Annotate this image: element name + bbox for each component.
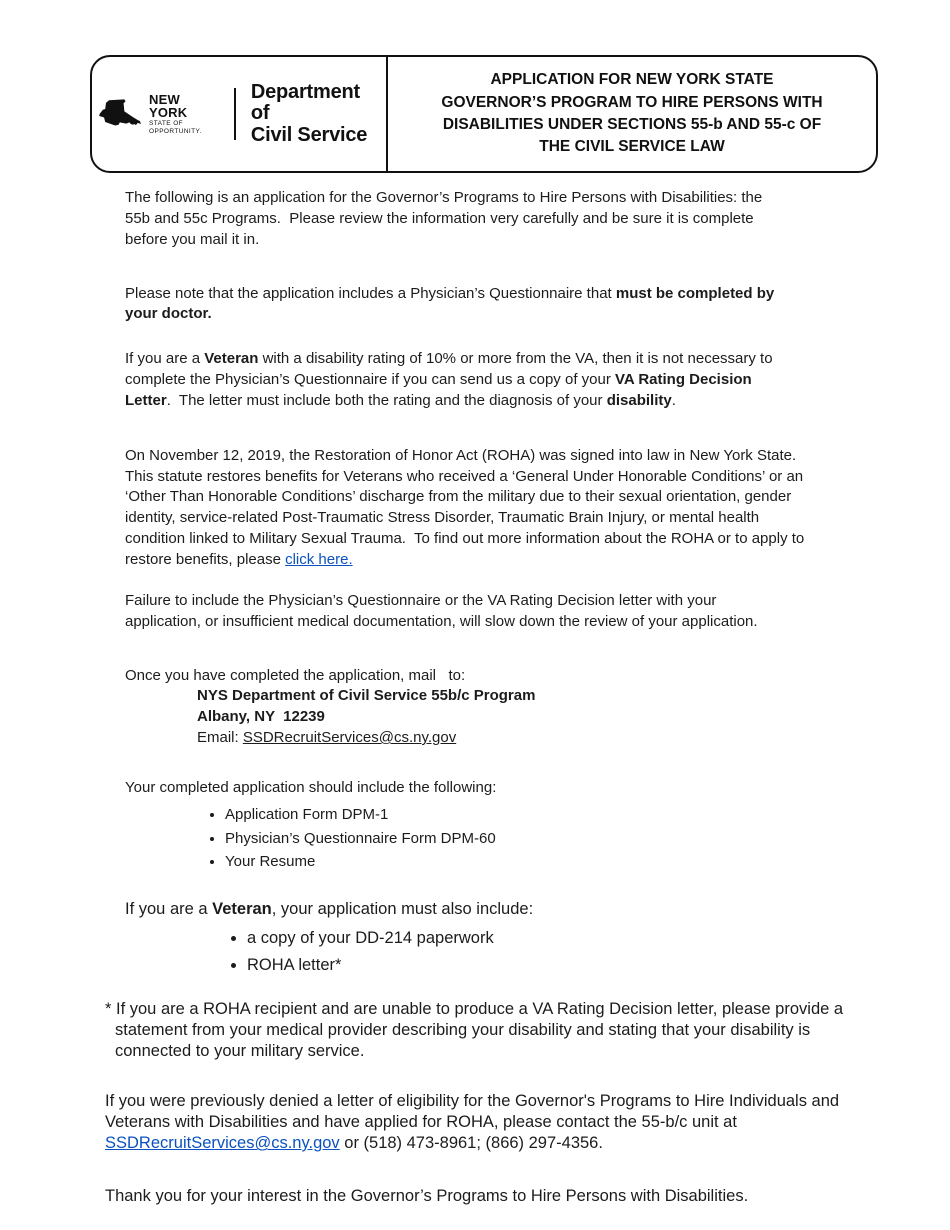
logo-divider xyxy=(234,88,236,140)
text-segment: If you were previously denied a letter of eligibility for the Governor's Programs to Hire Individuals and Veterans with Disabilities and have applied for ROHA, please contact the 55-b/c unit at xyxy=(105,1091,844,1131)
bold-segment: Albany, NY 12239 xyxy=(197,708,325,726)
logo-wordmark xyxy=(149,93,221,136)
veteran-checklist xyxy=(125,928,787,977)
bold-segment: must be completed by your doctor. xyxy=(125,284,779,323)
bold-segment: disability xyxy=(606,391,672,409)
bold-segment: Veteran xyxy=(212,900,272,919)
page-title xyxy=(441,69,822,159)
veteran-checklist-intro xyxy=(125,899,787,921)
veteran-checklist-section xyxy=(125,899,787,976)
mailing-address xyxy=(197,686,787,749)
contact-paragraph xyxy=(105,1091,861,1154)
text-segment: If you are a xyxy=(125,350,205,368)
header-title-cell xyxy=(388,57,876,171)
mail-intro: Once you have completed the application, mail to: xyxy=(125,666,466,684)
logo-opportunity-text: OPPORTUNITY. xyxy=(149,128,202,135)
document-body xyxy=(105,188,848,1207)
text-segment: On November 12, 2019, the Restoration of Honor Act (ROHA) was signed into law in New York State. This statute restores benefits for Veterans who received a ‘General Under Honorable Conditions’ or an ‘Other Than Honorable Conditions’ discharge from the military due to their sexual orientation, gender identity, service-related Post-Traumatic Stress Disorder, Traumatic Brain Injury, or mental health condition linked to Military Sexual Trauma. To find out more information about the ROHA or to apply to restore benefits, please xyxy=(125,446,809,568)
text-segment: or (518) 473-8961; (866) 297-4356. xyxy=(339,1134,603,1153)
bold-segment: VA Rating Decision Letter xyxy=(125,371,756,409)
logo-newyork-text: NEW YORK xyxy=(149,91,188,120)
veteran-rating-paragraph xyxy=(125,349,787,412)
text-segment: Please note that the application includes a Physician’s Questionnaire that xyxy=(125,284,616,302)
text-segment: , your application must also include: xyxy=(271,900,534,919)
title-line-2: GOVERNOR’S PROGRAM TO HIRE PERSONS WITH xyxy=(441,93,823,111)
agency-logo xyxy=(92,57,388,171)
physician-note-paragraph xyxy=(125,284,787,326)
text-segment: with a disability rating of 10% or more from the VA, then it is not necessary to complete the Physician’s Questionnaire if you can send us a copy of your xyxy=(125,350,777,389)
footer-section xyxy=(105,999,861,1208)
title-line-1: APPLICATION FOR NEW YORK STATE xyxy=(490,71,774,89)
roha-footnote: * If you are a ROHA recipient and are unable to produce a VA Rating Decision letter, please provide a statement from your medical provider describing your disability and stating that your disability is connected to your military service. xyxy=(105,999,848,1060)
checklist-item: • a copy of your DD-214 paperwork xyxy=(247,928,787,950)
intro-paragraph: The following is an application for the Governor’s Programs to Hire Persons with Disabilities: the 55b and 55c Programs. Please review the information very carefully and be sure it is complete before you mail it in. xyxy=(125,189,767,248)
checklist-item: • Physician’s Questionnaire Form DPM-60 xyxy=(225,829,787,850)
bold-segment: Veteran xyxy=(204,350,259,368)
thank-you-paragraph: Thank you for your interest in the Governor’s Programs to Hire Persons with Disabilities. xyxy=(105,1187,749,1206)
text-segment: . xyxy=(671,391,676,409)
text-segment: . The letter must include both the rating and the diagnosis of your xyxy=(166,391,607,409)
address-line-1 xyxy=(197,686,787,707)
application-checklist xyxy=(125,805,787,874)
email-line xyxy=(197,728,787,749)
checklist-item: • Application Form DPM-1 xyxy=(225,805,787,826)
checklist-item: • Your Resume xyxy=(225,852,787,873)
dept-line-2: Civil Service xyxy=(250,123,368,146)
bold-segment: NYS Department of Civil Service 55b/c Program xyxy=(197,687,536,705)
email-label: Email: xyxy=(197,729,243,747)
ny-state-logo-icon xyxy=(96,97,142,131)
logo-stateof-text: STATE OF xyxy=(149,119,184,127)
address-line-2 xyxy=(197,707,787,728)
dept-line-1: Department of xyxy=(250,80,360,125)
department-name xyxy=(251,82,382,147)
email-link[interactable]: SSDRecruitServices@cs.ny.gov xyxy=(242,729,457,747)
failure-warning-paragraph: Failure to include the Physician’s Questionnaire or the VA Rating Decision letter with your application, or insufficient medical documentation, will slow down the review of your application. xyxy=(125,591,758,630)
title-line-4: THE CIVIL SERVICE LAW xyxy=(539,138,725,156)
contact-email-link[interactable]: SSDRecruitServices@cs.ny.gov xyxy=(105,1134,340,1153)
title-line-3: DISABILITIES UNDER SECTIONS 55-b AND 55-c OF xyxy=(442,116,822,133)
checklist-intro: Your completed application should include the following: xyxy=(125,778,497,796)
header-box xyxy=(90,55,878,173)
text-segment: If you are a xyxy=(125,900,213,919)
roha-paragraph xyxy=(125,446,815,571)
checklist-item: • ROHA letter* xyxy=(247,955,787,977)
mailing-instructions xyxy=(125,666,787,749)
roha-click-here-link[interactable]: click here. xyxy=(285,550,353,568)
